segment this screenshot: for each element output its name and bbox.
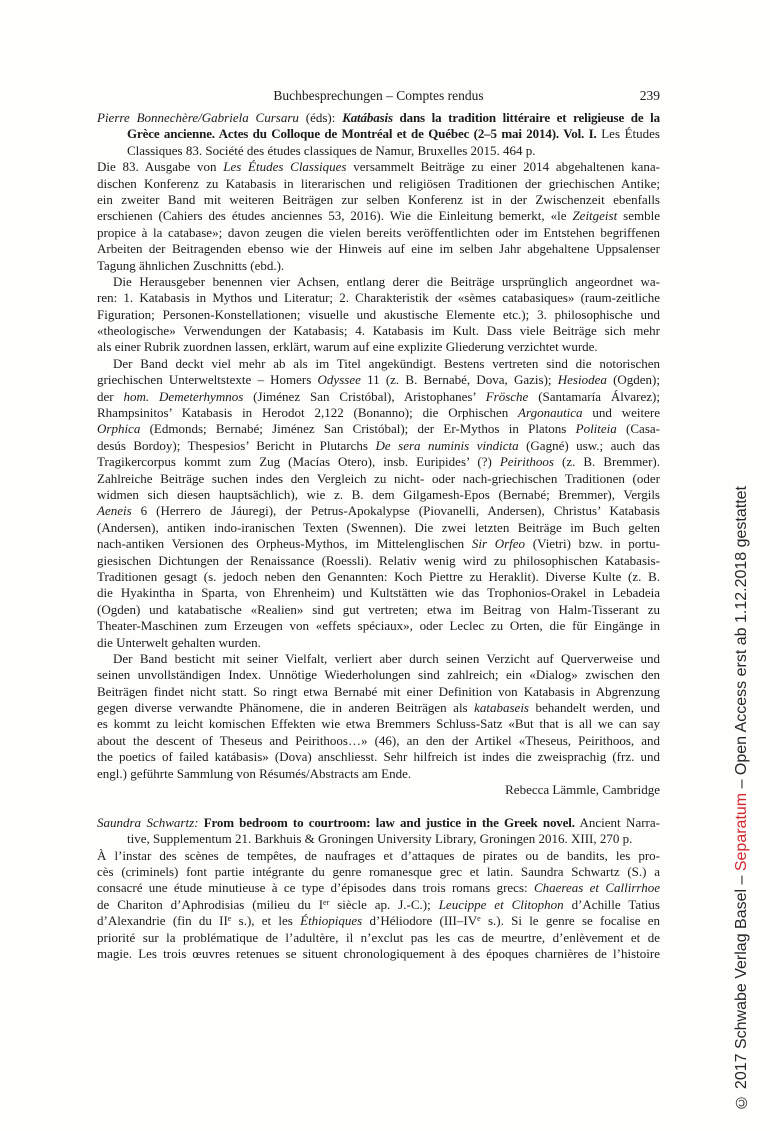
text-run: erschienen (Cahiers des études anciennes 53, 2016). Wie die Einleitung bemerkt, «le bbox=[97, 208, 573, 224]
italic-run: Éthiopiques bbox=[300, 913, 363, 929]
paragraph bbox=[97, 159, 660, 274]
text-run: es kommt zu leicht komischen Effekten wie etwa Bremmers Schluss-Satz «But that is all we can say bbox=[97, 716, 660, 732]
text-run: engl.) geführte Sammlung von Résumés/Abstracts am Ende. bbox=[97, 765, 412, 781]
body-line bbox=[97, 503, 660, 519]
notice-text-before: © 2017 Schwabe Verlag Basel – bbox=[733, 871, 750, 1111]
text-run: d’Alexandrie (fin du II bbox=[97, 913, 228, 929]
body-line bbox=[97, 274, 660, 290]
italic-run: Politeia bbox=[575, 421, 617, 437]
italic-run: De sera numinis vindicta bbox=[375, 437, 519, 453]
text-run: de Chariton d’Aphrodisias (milieu du I bbox=[97, 896, 324, 912]
italic-run: Zeitgeist bbox=[572, 208, 618, 224]
page-number: 239 bbox=[639, 88, 660, 103]
italic-run: Peirithoos bbox=[499, 454, 554, 470]
text-run: Ancient Narra- bbox=[574, 814, 660, 830]
notice-text-after: – Open Access erst ab 1.12.2018 gestattet bbox=[733, 486, 750, 794]
text-run: «theologische» Verwendungen der Katabasis; 4. Katabasis im Kult. Dass viele Beiträge sich mehr bbox=[97, 323, 660, 339]
text-run: (Gagné) usw.; auch das bbox=[518, 437, 660, 453]
text-run: behandelt werden, und bbox=[529, 700, 660, 716]
text-run: als einer Rubrik zuordnen lassen, erklärt, warum auf eine explizite Gliederung verzichtet wurde. bbox=[97, 339, 598, 355]
body-line bbox=[97, 520, 660, 536]
text-run: about the descent of Theseus and Peirithoos…» (46), an den der Artikel «Theseus, Peirithoos, and bbox=[97, 732, 660, 748]
text-run: griechischen Unterweltstexte – Homers bbox=[97, 372, 318, 388]
text-run: desús Bordoy); Thespesios’ Bericht in Plutarchs bbox=[97, 437, 376, 453]
running-header bbox=[97, 87, 660, 104]
italic-run: hom. Demeterhymnos bbox=[123, 388, 244, 404]
text-run: Tragikercorpus kommt zum Zug (Macías Otero), insb. Euripides’ (?) bbox=[97, 454, 500, 470]
text-run: Beiträgen findet nicht statt. So ringt etwa Bernabé mit einer Definition von Katabasis in Abgrenzung bbox=[97, 683, 660, 699]
text-run: À l’instar des scènes de tempêtes, de naufrages et d’attaques de pirates ou de bandits, les pro- bbox=[97, 847, 660, 863]
text-run: dischen Konferenz zu Katabasis in literarischen und religiösen Traditionen der griechischen Antike; bbox=[97, 175, 660, 191]
text-run: Der Band deckt viel mehr ab als im Titel angekündigt. Bestens vertreten sind die notorischen bbox=[113, 355, 660, 371]
text-run: (Andersen), antiken indo-iranischen Texten (Swennen). Die zwei letzten Beiträge im Buch gelten bbox=[97, 519, 660, 535]
italic-run: Argonautica bbox=[518, 405, 583, 421]
heading-line bbox=[97, 110, 660, 126]
body-line bbox=[97, 487, 660, 503]
italic-run: Chaereas et Callirrhoe bbox=[533, 880, 661, 896]
text-run: 11 (z. B. Bernabé, Dova, Gazis); bbox=[360, 372, 558, 388]
text-run: widmen sich diesen hauptsächlich), wie z. B. dem Gilgamesh-Epos (Bernabé; Bremmer), Vergils bbox=[97, 486, 660, 502]
text-run: (z. B. Bremmer). bbox=[554, 454, 660, 470]
body-line bbox=[97, 864, 660, 880]
text-run: Les Études bbox=[596, 126, 660, 142]
heading-line bbox=[97, 815, 660, 831]
text-run: d’Héliodore (III–IV bbox=[362, 913, 478, 929]
body-line bbox=[97, 946, 660, 962]
italic-run: Hesiodea bbox=[557, 372, 607, 388]
text-run: Die Herausgeber benennen vier Achsen, entlang derer die Beiträge ursprünglich angeordnet wa- bbox=[113, 273, 660, 289]
text-run: (Edmonds; Bernabé; Jiménez San Cristóbal); der Er-Mythos in Platons bbox=[140, 421, 576, 437]
superscript: er bbox=[323, 897, 330, 907]
italic-run: Pierre Bonnechère/Gabriela Cursaru bbox=[97, 110, 299, 125]
paragraph bbox=[97, 274, 660, 356]
body-line bbox=[97, 684, 660, 700]
heading-line bbox=[127, 143, 660, 159]
body-line bbox=[97, 585, 660, 601]
body-line bbox=[97, 897, 660, 913]
text-run: d’Achille Tatius bbox=[563, 896, 660, 912]
body-line bbox=[97, 651, 660, 667]
text-column bbox=[97, 110, 660, 962]
copyright-notice bbox=[733, 486, 751, 1111]
italic-run: Saundra Schwartz: bbox=[97, 814, 199, 830]
body-line bbox=[97, 389, 660, 405]
body-line bbox=[97, 307, 660, 323]
text-run: Rhampsinitos’ Katabasis in Herodot 2,122 (Bonanno); die Orphischen bbox=[97, 405, 519, 421]
body-line bbox=[97, 733, 660, 749]
text-run: die Unterwelt gehalten wurden. bbox=[97, 634, 261, 650]
text-run: Figuration; Personen-Konstellationen; visuelle und akustische Elemente etc.); 3. philosophische und bbox=[97, 306, 660, 322]
body-line bbox=[97, 667, 660, 683]
body-line bbox=[97, 405, 660, 421]
text-run: s.). Si le genre se focalise en bbox=[480, 913, 661, 929]
text-run: Tagung ähnlichen Zuschnitts (ebd.). bbox=[97, 257, 285, 273]
text-run: und weitere bbox=[582, 405, 660, 421]
body-line bbox=[97, 930, 660, 946]
body-line bbox=[97, 372, 660, 388]
text-run: (éds): bbox=[298, 110, 343, 125]
body-line bbox=[97, 635, 660, 651]
text-run: (Jiménez San Cristóbal), Aristophanes’ bbox=[243, 388, 486, 404]
body-line bbox=[97, 716, 660, 732]
heading-line bbox=[127, 831, 660, 847]
body-line bbox=[97, 421, 660, 437]
text-run: versammelt Beiträge zu einer 2014 abgehaltenen kana- bbox=[346, 159, 660, 175]
text-run: semble bbox=[617, 208, 661, 224]
text-run: nach-antiken Versionen des Orpheus-Mythos, im Mittelenglischen bbox=[97, 536, 472, 552]
italic-run: Sir Orfeo bbox=[471, 536, 526, 552]
text-run: magie. Les trois œuvres retenues se situent chronologiquement à des époques charnières de l’histoire bbox=[97, 945, 660, 961]
review-entry bbox=[97, 110, 660, 798]
bold-italic-run: Katábasis bbox=[342, 110, 393, 125]
text-run: seinen unvollständigen Index. Unnötige Wiederholungen sind zahlreich; ein «Dialog» zwischen den bbox=[97, 667, 660, 683]
body-line bbox=[97, 536, 660, 552]
body-line bbox=[97, 880, 660, 896]
text-run: Arbeiten der Beitragenden ebenso wie der Hinweis auf eine im selben Jahr abgehaltene Uppsalenser bbox=[97, 241, 660, 257]
body-line bbox=[97, 913, 660, 929]
text-run: s.), et les bbox=[231, 913, 301, 929]
running-title: Buchbesprechungen – Comptes rendus bbox=[273, 88, 484, 103]
text-run: consacré une étude minutieuse à ce type d’épisodes dans trois romans grecs: bbox=[97, 880, 534, 896]
italic-run: Leucippe et Clitophon bbox=[438, 896, 564, 912]
body-line bbox=[97, 241, 660, 257]
body-line bbox=[97, 192, 660, 208]
paragraph bbox=[97, 848, 660, 963]
review-entry bbox=[97, 815, 660, 963]
body-line bbox=[97, 258, 660, 274]
body-line bbox=[97, 438, 660, 454]
text-run: Theater-Maschinen zum Erzeugen von «effets spéciaux», oder Leclec zu Orten, die für Eingänge in bbox=[97, 618, 660, 634]
body-line bbox=[97, 553, 660, 569]
text-run: Der Band besticht mit seiner Vielfalt, verliert aber durch seinen Verzicht auf Querverweise und bbox=[113, 650, 660, 666]
italic-run: Odyssee bbox=[317, 372, 361, 388]
italic-run: Aeneis bbox=[97, 503, 132, 519]
review-heading bbox=[97, 815, 660, 848]
separatum-highlight: Separatum bbox=[733, 793, 750, 872]
text-run: siècle ap. J.-C.); bbox=[329, 896, 439, 912]
body-line bbox=[97, 700, 660, 716]
bold-run: dans la tradition littéraire et religieuse de la bbox=[392, 110, 660, 125]
text-run: (Ogden) und katabatische «Realien» sind gut vertreten; etwa im Beitrag von Halm-Tisserant zu bbox=[97, 601, 660, 617]
text-run: the poetics of failed katábasis» (Dova) anschliesst. Sehr hilfreich ist indes die zweisprachig (frz. und bbox=[97, 749, 660, 765]
italic-run: Orphica bbox=[97, 421, 141, 437]
body-line bbox=[97, 749, 660, 765]
paragraph bbox=[97, 651, 660, 782]
text-run: (Santamaría Álvarez); bbox=[528, 388, 660, 404]
body-line bbox=[97, 290, 660, 306]
text-run: (Ogden); bbox=[606, 372, 660, 388]
body-line bbox=[97, 356, 660, 372]
body-line bbox=[97, 848, 660, 864]
body-line bbox=[97, 225, 660, 241]
superscript: e bbox=[477, 914, 481, 924]
text-run: die Hyakintha in Sparta, von Ehrenheim) und Kultstätten wie das Trophonios-Orakel in Lebadeia bbox=[97, 585, 660, 601]
review-heading bbox=[97, 110, 660, 159]
italic-run: Frösche bbox=[485, 388, 529, 404]
text-run: (Vietri) bzw. in portu- bbox=[525, 536, 660, 552]
body-line bbox=[97, 471, 660, 487]
body-line bbox=[97, 602, 660, 618]
bold-run: From bedroom to courtroom: law and justice in the Greek novel. bbox=[198, 814, 575, 830]
heading-line bbox=[127, 126, 660, 142]
body-line bbox=[97, 176, 660, 192]
body-line bbox=[97, 339, 660, 355]
superscript: e bbox=[227, 914, 232, 924]
text-run: ein zweiter Band mit weiteren Beiträgen zur selben Konferenz ist in der Zwischenzeit ebenfalls bbox=[97, 191, 660, 207]
text-run: ren: 1. Katabasis in Mythos und Literatur; 2. Charakteristik der «sèmes catabasiques» (raum-zeitliche bbox=[97, 290, 660, 306]
italic-run: Les Études Classiques bbox=[223, 159, 347, 175]
body-line bbox=[97, 454, 660, 470]
italic-run: katabaseis bbox=[474, 700, 529, 716]
body-line bbox=[97, 323, 660, 339]
text-run: (Casa- bbox=[616, 421, 660, 437]
body-line bbox=[97, 159, 660, 175]
text-run: 6 (Herrero de Jáuregi), der Petrus-Apokalypse (Piovanelli, Andersen), Christus’ Katabasis bbox=[131, 503, 660, 519]
body-line bbox=[97, 766, 660, 782]
text-run: propice à la catabase»; davon zeugen die vielen bereits veröffentlichten oder im Entstehen begriffenen bbox=[97, 224, 660, 240]
text-run: gegen diverse verwandte Phänomene, die in anderen Beiträgen als bbox=[97, 700, 475, 716]
body-line bbox=[97, 569, 660, 585]
bold-run: Grèce ancienne. Actes du Colloque de Montréal et de Québec (2–5 mai 2014). Vol. I. bbox=[127, 126, 597, 142]
text-run: giesischen Dichtungen der Renaissance (Roessli). Relativ wenig wird zu philosophischen Katabasis- bbox=[97, 552, 660, 568]
text-run: Zahlreiche Beiträge suchen indes den Vergleich zu nicht- oder nach-griechischen Traditionen (oder bbox=[97, 470, 660, 486]
text-run: Classiques 83. Société des études classiques de Namur, Bruxelles 2015. 464 p. bbox=[127, 142, 536, 158]
text-run: priorité sur la problématique de l’adultère, il n’exclut pas les cas de meurtre, d’enlèvement et de bbox=[97, 929, 660, 945]
text-run: Die 83. Ausgabe von bbox=[97, 159, 224, 175]
body-line bbox=[97, 208, 660, 224]
paragraph bbox=[97, 356, 660, 651]
text-run: der bbox=[97, 388, 124, 404]
body-line bbox=[97, 618, 660, 634]
text-run: Traditionen gesagt (s. jedoch neben den Genannten: Koch Piettre zu Heraklit). Diverse Kulte (z. B. bbox=[97, 568, 660, 584]
reviewer-signature: Rebecca Lämmle, Cambridge bbox=[505, 782, 660, 798]
text-run: cès (criminels) font partie intégrante du genre romanesque grec et latin. Saundra Schwartz (S.) a bbox=[97, 863, 660, 879]
text-run: tive, Supplementum 21. Barkhuis & Groningen University Library, Groningen 2016. XIII, 270 p. bbox=[127, 831, 633, 847]
